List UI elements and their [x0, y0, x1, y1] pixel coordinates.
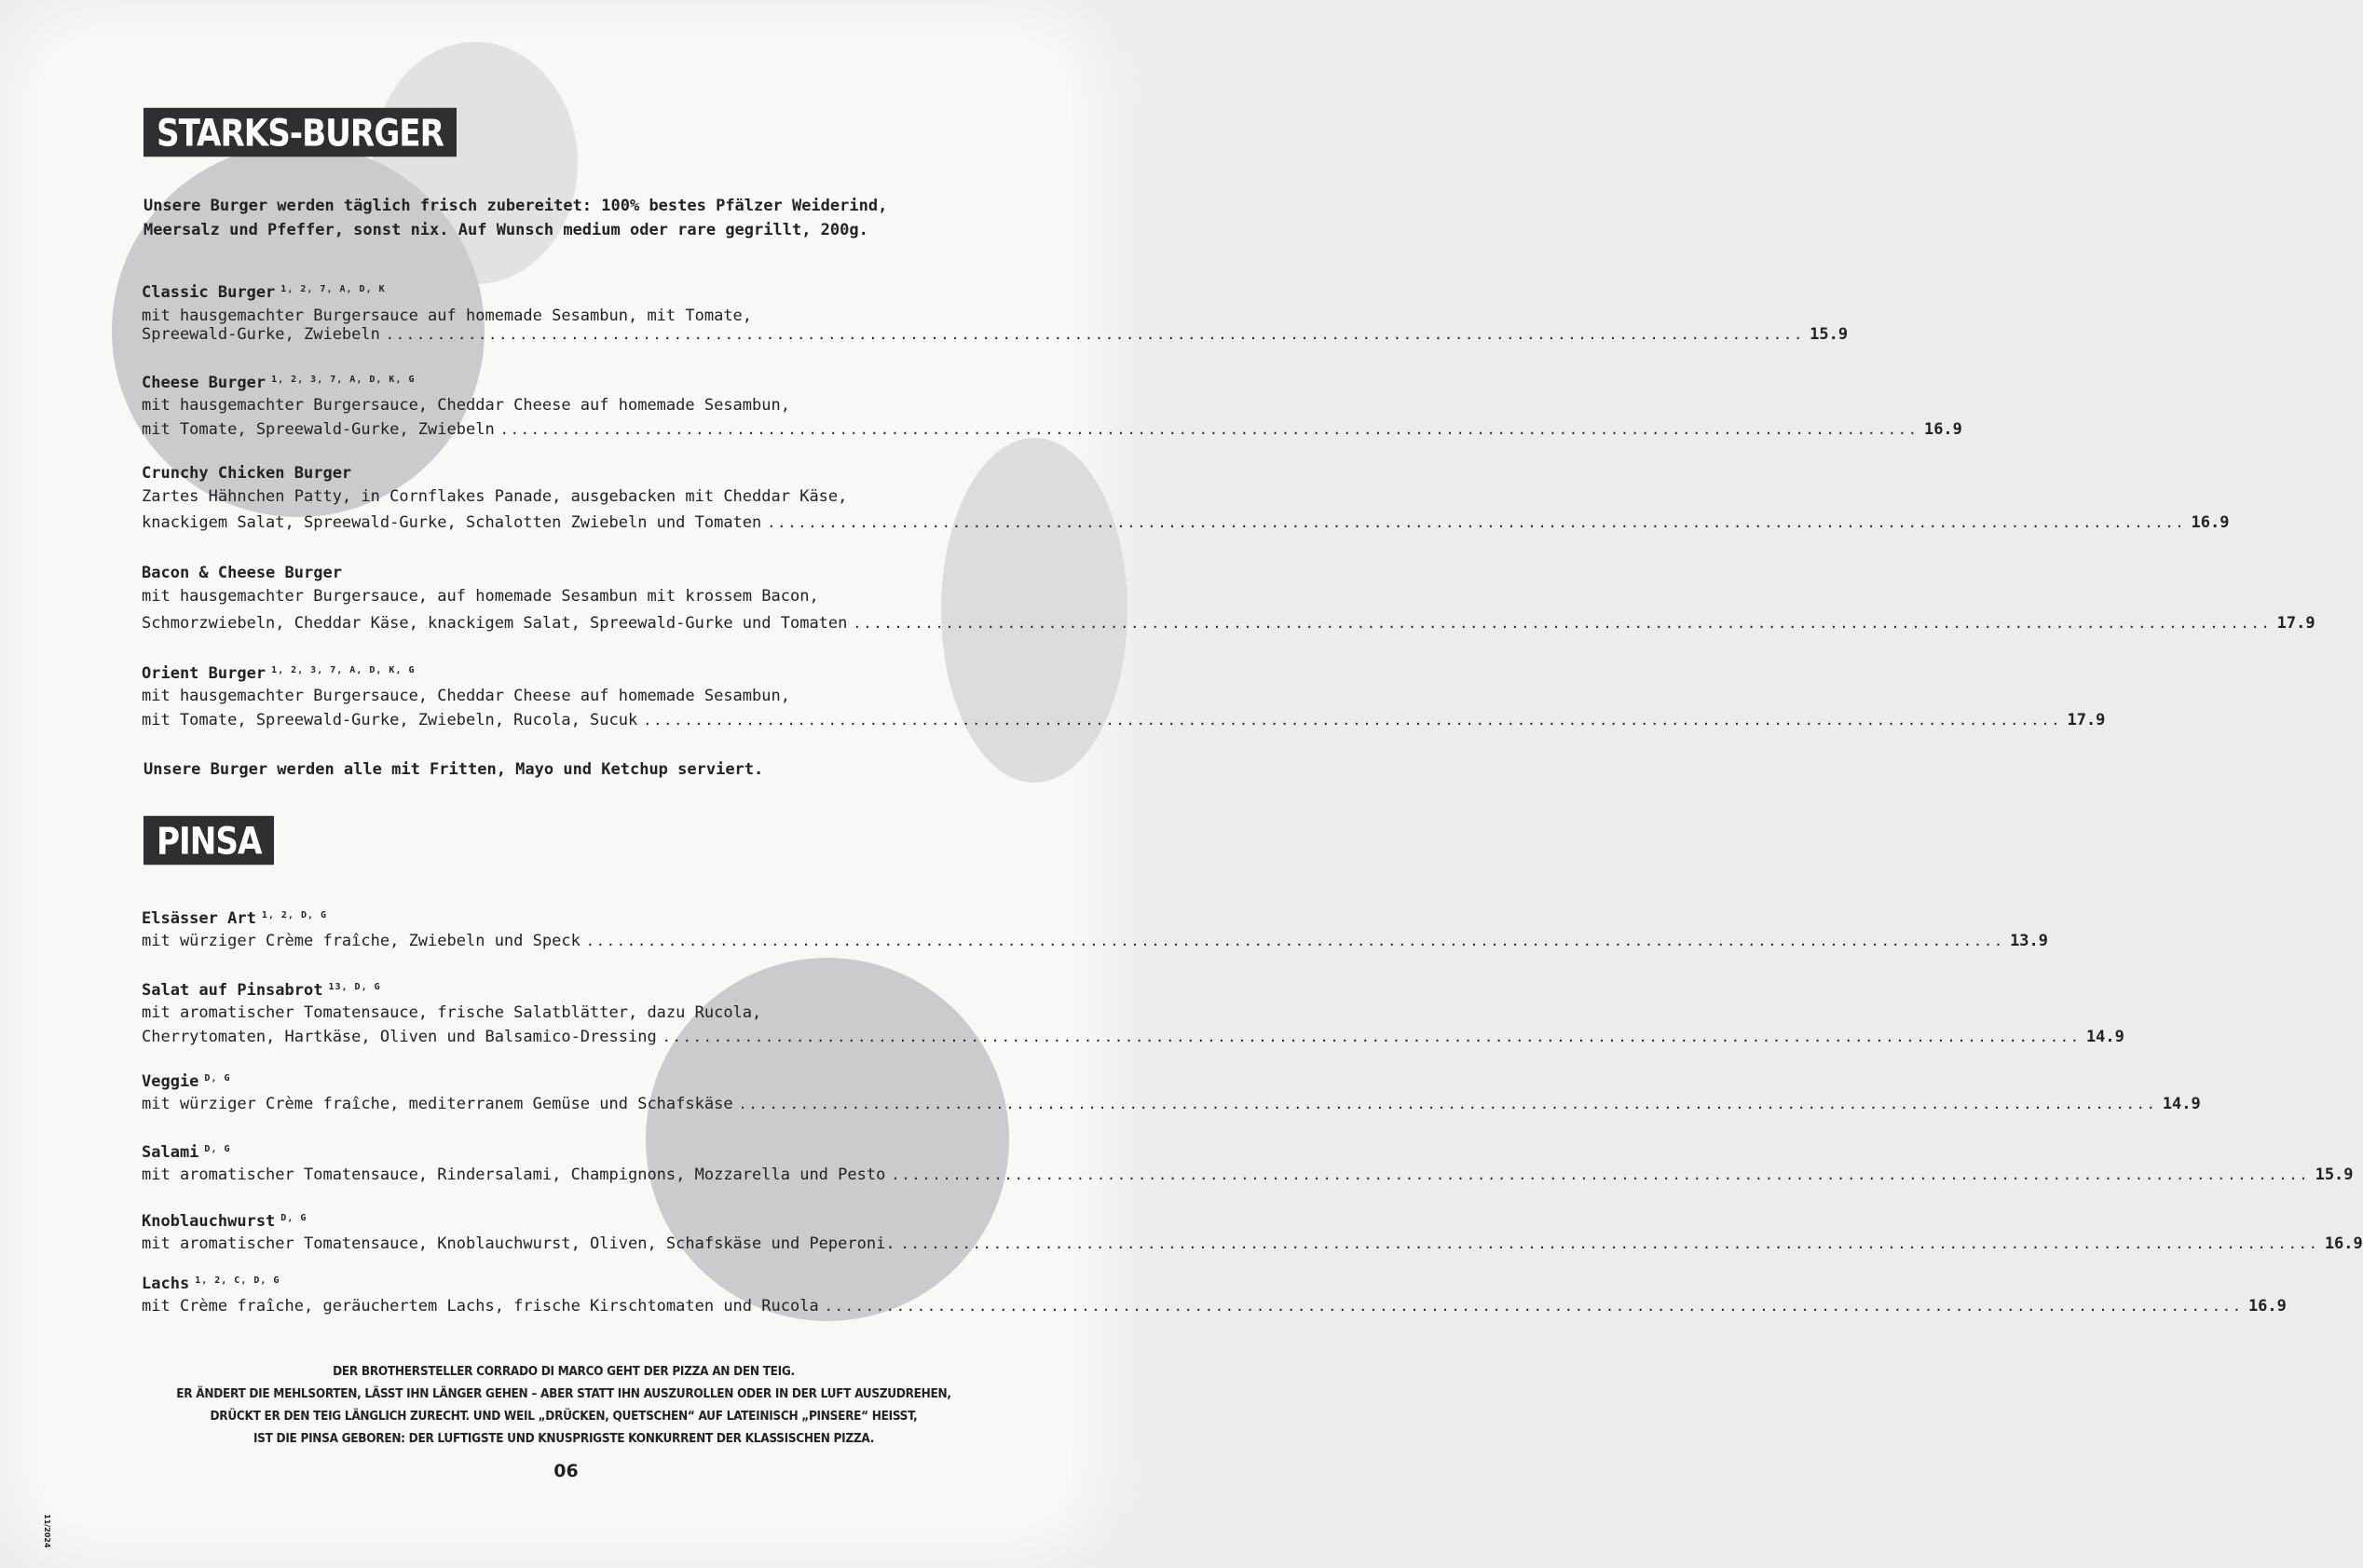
item-desc: mit hausgemachter Burgersauce, Cheddar Cheese auf homemade Sesambun, [142, 396, 790, 415]
item-desc: mit hausgemachter Burgersauce, Cheddar Cheese auf homemade Sesambun, [142, 687, 790, 705]
menu-item [142, 463, 2230, 536]
item-name: Crunchy Chicken Burger [142, 464, 352, 483]
menu-item [142, 1208, 2363, 1256]
item-desc: Schmorzwiebeln, Cheddar Käse, knackigem Salat, Spreewald-Gurke und Tomaten [142, 614, 848, 633]
item-name: Bacon & Cheese Burger [142, 564, 342, 582]
footer-line: DRÜCKT ER DEN TEIG LÄNGLICH ZURECHT. UND WEIL „DRÜCKEN, QUETSCHEN“ AUF LATEINISCH „PINSERE“ HEISST, [210, 1409, 918, 1424]
item-price: 16.9 [2247, 1297, 2287, 1316]
item-price: 17.9 [2276, 614, 2315, 633]
burger-section-title: STARKS-BURGER [143, 108, 457, 157]
dot-leader: .......................................................................................................................................... [585, 933, 2005, 949]
item-desc: mit aromatischer Tomatensauce, frische Salatblätter, dazu Rucola, [142, 1003, 762, 1022]
menu-item [142, 1069, 2201, 1116]
item-name: Cheese Burger [142, 374, 266, 392]
allergen-codes: D, G [280, 1213, 307, 1223]
pinsa-section-title: PINSA [143, 816, 274, 866]
item-price: 16.9 [1923, 420, 1962, 439]
menu-item [142, 977, 2124, 1049]
burger-intro: Unsere Burger werden täglich frisch zubereitet: 100% bestes Pfälzer Weiderind, Meersalz und Pfeffer, sonst nix. Auf Wunsch medium oder rare gegrillt, 200g. [143, 197, 888, 239]
dot-leader: .......................................................................................................................................... [824, 1298, 2243, 1315]
dot-leader: .......................................................................................................................................... [900, 1235, 2319, 1252]
item-desc: mit aromatischer Tomatensauce, Knoblauchwurst, Oliven, Schafskäse und Peperoni. [142, 1234, 895, 1253]
item-desc: mit Tomate, Spreewald-Gurke, Zwiebeln [142, 420, 495, 439]
item-desc: mit würziger Crème fraîche, Zwiebeln und Speck [142, 932, 581, 950]
item-desc: mit hausgemachter Burgersauce auf homemade Sesambun, mit Tomate, [142, 307, 753, 325]
item-desc: mit hausgemachter Burgersauce, auf homemade Sesambun mit krossem Bacon, [142, 587, 819, 606]
allergen-codes: 1, 2, 3, 7, A, D, K, G [271, 375, 416, 385]
item-price: 16.9 [2324, 1234, 2363, 1253]
item-desc: Spreewald-Gurke, Zwiebeln [142, 325, 380, 344]
dot-leader: .......................................................................................................................................... [767, 514, 2186, 531]
item-desc: mit Tomate, Spreewald-Gurke, Zwiebeln, Rucola, Sucuk [142, 711, 638, 729]
item-price: 13.9 [2010, 932, 2049, 950]
dot-leader: .......................................................................................................................................... [738, 1096, 2157, 1112]
allergen-codes: 1, 2, C, D, G [195, 1275, 280, 1286]
dot-leader: .......................................................................................................................................... [891, 1166, 2310, 1183]
date-stamp: 11/2024 [43, 1514, 51, 1548]
menu-item [142, 906, 2049, 953]
item-desc: mit Crème fraîche, geräuchertem Lachs, frische Kirschtomaten und Rucola [142, 1297, 819, 1316]
menu-item [142, 1139, 2354, 1187]
item-name: Salat auf Pinsabrot [142, 981, 323, 1000]
item-price: 15.9 [2315, 1166, 2354, 1184]
item-price: 17.9 [2067, 711, 2106, 729]
dot-leader: .......................................................................................................................................... [853, 615, 2272, 632]
page-number: 06 [553, 1461, 579, 1481]
item-name: Veggie [142, 1072, 199, 1091]
dot-leader: .......................................................................................................................................... [643, 712, 2062, 729]
burger-serving-note: Unsere Burger werden alle mit Fritten, Mayo und Ketchup serviert. [143, 760, 764, 779]
item-price: 14.9 [2085, 1028, 2124, 1046]
footer-line: ER ÄNDERT DIE MEHLSORTEN, LÄSST IHN LÄNGER GEHEN – ABER STATT IHN AUSZUROLLEN ODER IN DER LUFT AUSZUDREHEN, [176, 1386, 951, 1401]
allergen-codes: 1, 2, D, G [261, 910, 328, 920]
footer-line: DER BROTHERSTELLER CORRADO DI MARCO GEHT DER PIZZA AN DEN TEIG. [333, 1364, 795, 1379]
item-desc: Cherrytomaten, Hartkäse, Oliven und Balsamico-Dressing [142, 1028, 657, 1046]
item-price: 15.9 [1810, 325, 1849, 344]
pinsa-story-footer [149, 1360, 978, 1450]
item-name: Elsässer Art [142, 909, 256, 928]
allergen-codes: D, G [204, 1144, 231, 1154]
allergen-codes: 1, 2, 7, A, D, K [280, 284, 386, 294]
menu-item [142, 280, 1849, 344]
menu-item [142, 563, 2315, 637]
allergen-codes: 13, D, G [328, 982, 381, 992]
menu-item [142, 1271, 2287, 1318]
dot-leader: .......................................................................................................................................... [499, 421, 1919, 438]
item-desc: knackigem Salat, Spreewald-Gurke, Schalotten Zwiebeln und Tomaten [142, 513, 762, 532]
footer-line: IST DIE PINSA GEBOREN: DER LUFTIGSTE UND KNUSPRIGSTE KONKURRENT DER KLASSISCHEN PIZZA. [253, 1431, 875, 1446]
item-name: Orient Burger [142, 664, 266, 683]
menu-item [142, 661, 2106, 732]
item-name: Salami [142, 1143, 199, 1162]
allergen-codes: D, G [204, 1073, 231, 1084]
dot-leader: .......................................................................................................................................... [385, 326, 1805, 343]
item-name: Classic Burger [142, 283, 276, 302]
item-name: Knoblauchwurst [142, 1212, 276, 1231]
item-desc: mit aromatischer Tomatensauce, Rindersalami, Champignons, Mozzarella und Pesto [142, 1166, 886, 1184]
menu-item [142, 370, 1962, 442]
item-price: 16.9 [2191, 513, 2230, 532]
item-desc: Zartes Hähnchen Patty, in Cornflakes Panade, ausgebacken mit Cheddar Käse, [142, 487, 848, 506]
item-desc: mit würziger Crème fraîche, mediterranem Gemüse und Schafskäse [142, 1095, 733, 1113]
allergen-codes: 1, 2, 3, 7, A, D, K, G [271, 665, 416, 675]
dot-leader: .......................................................................................................................................... [662, 1029, 2081, 1045]
item-price: 14.9 [2162, 1095, 2201, 1113]
item-name: Lachs [142, 1275, 190, 1293]
